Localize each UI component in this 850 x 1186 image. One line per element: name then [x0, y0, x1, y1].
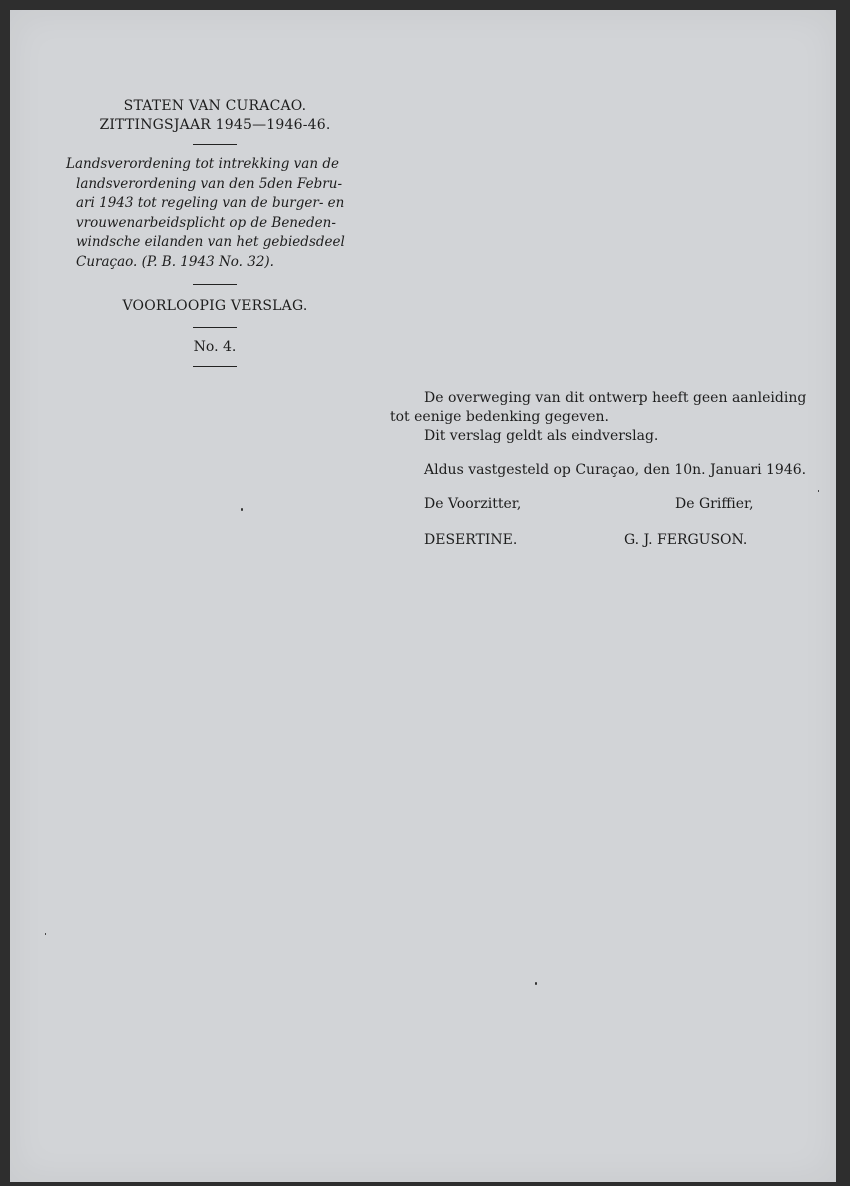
- clerk-name: G. J. FERGUSON.: [624, 532, 748, 548]
- session-year: ZITTINGSJAAR 1945—1946-46.: [99, 117, 331, 133]
- chair-title: De Voorzitter,: [424, 496, 522, 512]
- subject-line: landsverordening van den 5den Febru-: [76, 175, 343, 192]
- signature-names: [390, 531, 810, 550]
- subject-line: Landsverordening tot intrekking van de: [66, 156, 339, 172]
- paper-speck: [818, 490, 819, 492]
- divider: [193, 144, 237, 145]
- chair-name: DESERTINE.: [424, 532, 518, 548]
- divider: [193, 284, 237, 285]
- report-number: No. 4.: [193, 339, 237, 355]
- paper-speck: [535, 982, 537, 985]
- subject-line: Curaçao. (P. B. 1943 No. 32).: [76, 253, 274, 270]
- document-page: [10, 10, 836, 1182]
- subject-line: ari 1943 tot regeling van de burger- en: [76, 195, 345, 211]
- paper-speck: [45, 933, 46, 935]
- body-paragraph-2: Dit verslag geldt als eindverslag.: [424, 428, 659, 444]
- paper-speck: [241, 508, 243, 511]
- body-paragraph-1: De overweging van dit ontwerp heeft geen aanleiding: [424, 390, 807, 406]
- divider: [193, 366, 237, 367]
- body-paragraph-3: Aldus vastgesteld op Curaçao, den 10n. Januari 1946.: [424, 462, 807, 478]
- assembly-title: STATEN VAN CURACAO.: [123, 98, 307, 114]
- ordinance-subject: [65, 155, 365, 272]
- heading-column: [65, 97, 365, 367]
- report-body: [390, 389, 810, 550]
- divider: [193, 327, 237, 328]
- clerk-title: De Griffier,: [675, 496, 754, 512]
- subject-line: vrouwenarbeidsplicht op de Beneden-: [76, 214, 336, 231]
- report-type: VOORLOOPIG VERSLAG.: [122, 298, 308, 314]
- signature-titles: [390, 495, 810, 514]
- body-paragraph-1-cont: tot eenige bedenking gegeven.: [390, 409, 609, 425]
- subject-line: windsche eilanden van het gebiedsdeel: [76, 234, 345, 250]
